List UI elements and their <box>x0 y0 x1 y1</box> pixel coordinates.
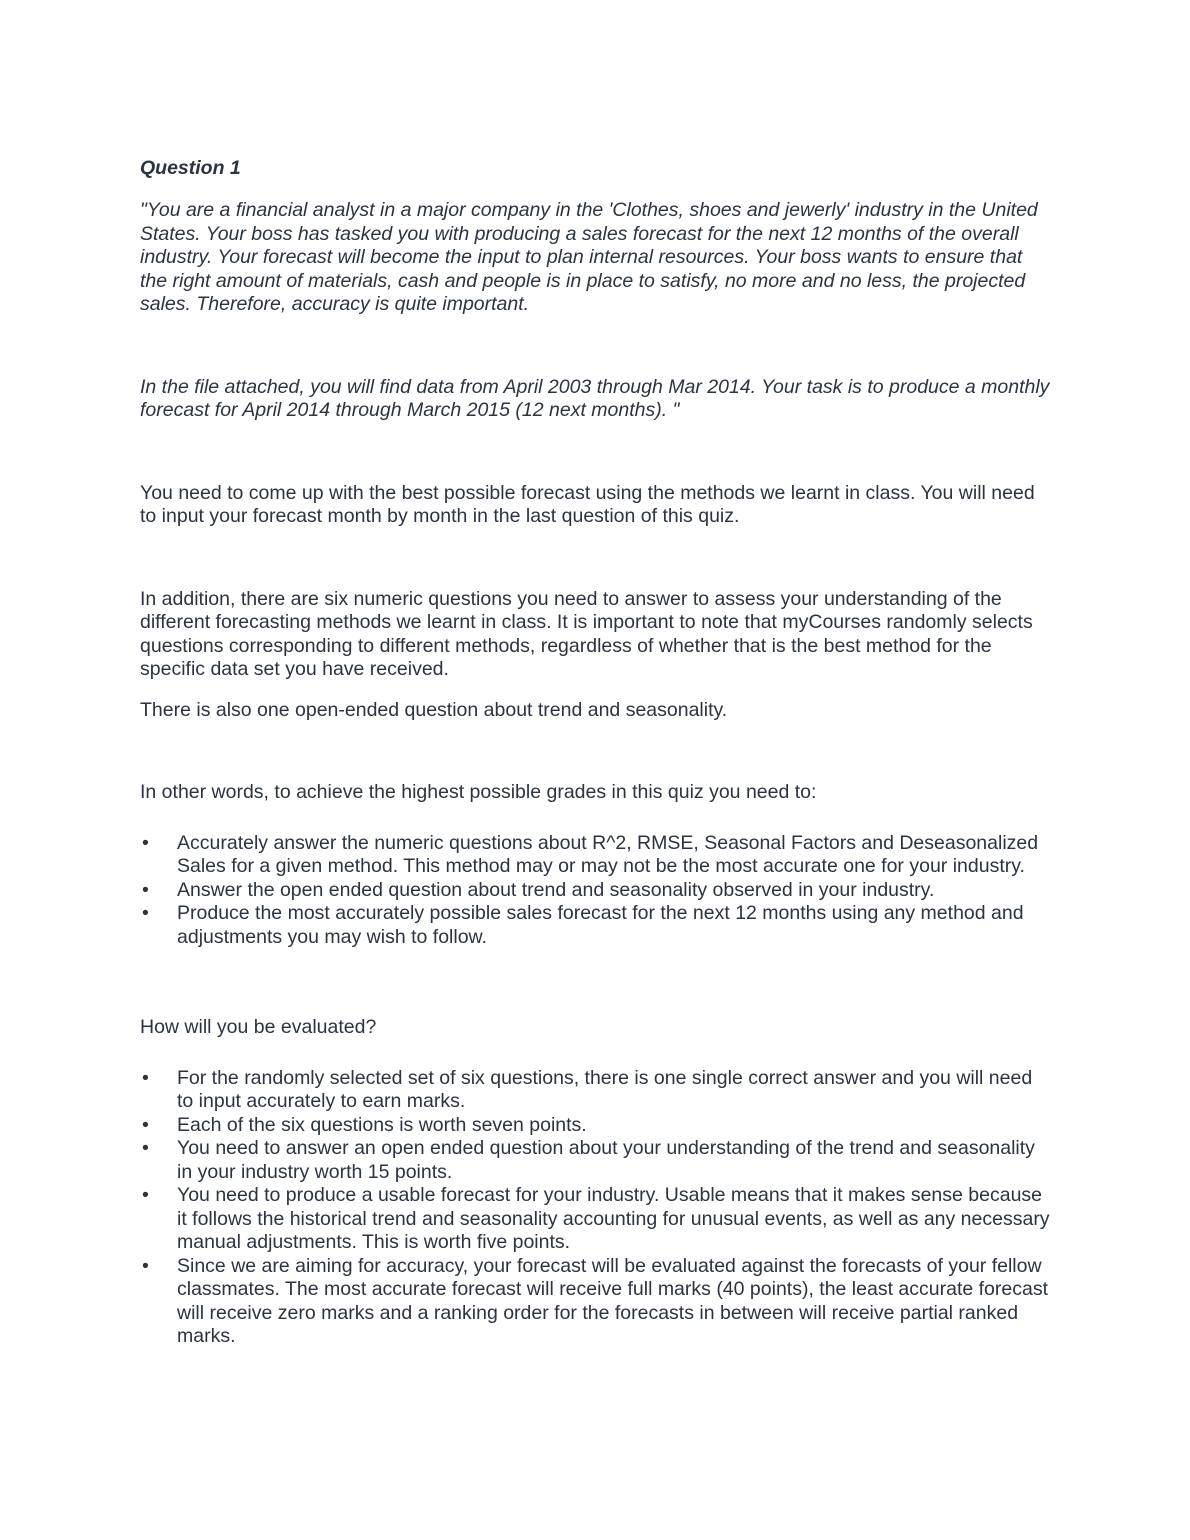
bullet-icon: • <box>142 1184 149 1206</box>
list-item <box>140 879 1050 903</box>
document-page <box>140 157 1050 1349</box>
bullet-icon: • <box>142 1254 149 1277</box>
list-item <box>140 1255 1050 1349</box>
bullet-icon: • <box>142 1066 149 1089</box>
file-quote-paragraph: In the file attached, you will find data from April 2003 through Mar 2014. Your task is to produce a monthly forecast for April 2014 through March 2015 (12 next months). " <box>140 375 1050 421</box>
list-item-text: Answer the open ended question about trend and seasonality observed in your industry. <box>177 878 935 901</box>
list-item-text: You need to produce a usable forecast for your industry. Usable means that it makes sense because it follows the historical trend and seasonality accounting for unusual events, as well as any necessary manual adjustments. This is worth five points. <box>177 1184 1050 1253</box>
bullet-icon: • <box>142 1113 149 1136</box>
list-item-text: Produce the most accurately possible sales forecast for the next 12 months using any method and adjustments you may wish to follow. <box>177 902 1024 948</box>
bullet-icon: • <box>142 902 149 924</box>
bullet-icon: • <box>142 1137 149 1159</box>
list-item-text: Each of the six questions is worth seven points. <box>177 1113 587 1136</box>
question-title: Question 1 <box>140 157 241 179</box>
other-words-paragraph: In other words, to achieve the highest possible grades in this quiz you need to: <box>140 781 817 803</box>
goals-list <box>140 832 1050 950</box>
list-item-text: Since we are aiming for accuracy, your forecast will be evaluated against the forecasts of your fellow classmates. The most accurate forecast will receive full marks (40 points), the least accurate forecast will receive zero marks and a ranking order for the forecasts in between will receive partial ranked marks. <box>177 1254 1048 1347</box>
bullet-icon: • <box>142 831 149 854</box>
bullet-icon: • <box>142 878 149 901</box>
list-item-text: For the randomly selected set of six questions, there is one single correct answer and you will need to input accurately to earn marks. <box>177 1066 1033 1112</box>
list-item <box>140 1067 1050 1114</box>
forecast-need-paragraph: You need to come up with the best possible forecast using the methods we learnt in class. You will need to input your forecast month by month in the last question of this quiz. <box>140 481 1035 527</box>
list-item <box>140 1114 1050 1138</box>
evaluation-list <box>140 1067 1050 1349</box>
open-ended-paragraph: There is also one open-ended question about trend and seasonality. <box>140 698 728 721</box>
list-item <box>140 832 1050 879</box>
numeric-questions-paragraph: In addition, there are six numeric questions you need to answer to assess your understanding of the different forecasting methods we learnt in class. It is important to note that myCourses randomly selects questions corresponding to different methods, regardless of whether that is the best method for the specific data set you have received. <box>140 587 1033 680</box>
intro-quote-paragraph: "You are a financial analyst in a major company in the 'Clothes, shoes and jewerly' industry in the United States. Your boss has tasked you with producing a sales forecast for the next 12 months of the overall industry. Your forecast will become the input to plan internal resources. Your boss wants to ensure that the right amount of materials, cash and people is in place to satisfy, no more and no less, the projected sales. Therefore, accuracy is quite important. <box>140 199 1038 315</box>
list-item-text: Accurately answer the numeric questions about R^2, RMSE, Seasonal Factors and Deseasonalized Sales for a given method. This method may or may not be the most accurate one for your industry. <box>177 831 1039 877</box>
list-item <box>140 1184 1050 1255</box>
evaluation-heading: How will you be evaluated? <box>140 1016 377 1038</box>
list-item <box>140 1137 1050 1184</box>
list-item-text: You need to answer an open ended question about your understanding of the trend and seasonality in your industry worth 15 points. <box>177 1137 1035 1183</box>
list-item <box>140 902 1050 949</box>
